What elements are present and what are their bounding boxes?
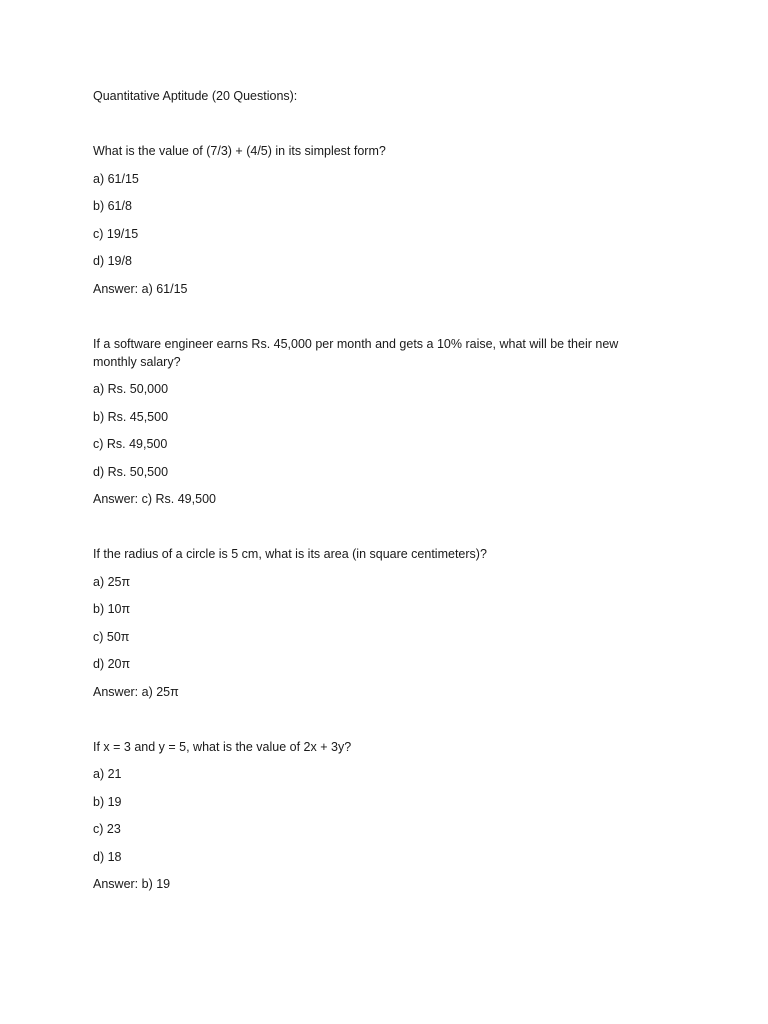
document-page: [93, 87, 653, 893]
option-b: b) 19: [93, 794, 122, 809]
question-2: [93, 335, 653, 509]
answer-line: Answer: a) 25π: [93, 684, 179, 699]
option-a: a) Rs. 50,000: [93, 382, 169, 396]
option-b: b) 10π: [93, 602, 131, 616]
option-d: d) Rs. 50,500: [93, 464, 169, 479]
option-a: a) 25π: [93, 574, 131, 589]
question-text: What is the value of (7/3) + (4/5) in its simplest form?: [93, 144, 386, 158]
question-text: If x = 3 and y = 5, what is the value of 2x + 3y?: [93, 739, 352, 754]
answer-line: Answer: a) 61/15: [93, 281, 188, 296]
question-4: [93, 738, 653, 894]
document-title: Quantitative Aptitude (20 Questions):: [93, 89, 298, 103]
option-c: c) 19/15: [93, 226, 139, 241]
question-text: If the radius of a circle is 5 cm, what is its area (in square centimeters)?: [93, 547, 487, 561]
question-1: [93, 142, 653, 298]
option-d: d) 18: [93, 849, 122, 864]
option-c: c) Rs. 49,500: [93, 437, 168, 451]
option-a: a) 61/15: [93, 171, 139, 186]
option-d: d) 20π: [93, 657, 131, 671]
option-d: d) 19/8: [93, 254, 132, 268]
option-b: b) 61/8: [93, 199, 132, 213]
question-text: If a software engineer earns Rs. 45,000 per month and gets a 10% raise, what will be their new monthly salary?: [93, 336, 619, 369]
answer-line: Answer: b) 19: [93, 877, 171, 891]
option-b: b) Rs. 45,500: [93, 409, 169, 424]
option-c: c) 50π: [93, 629, 130, 644]
option-a: a) 21: [93, 767, 122, 781]
option-c: c) 23: [93, 822, 121, 836]
question-3: [93, 545, 653, 701]
answer-line: Answer: c) Rs. 49,500: [93, 492, 216, 506]
